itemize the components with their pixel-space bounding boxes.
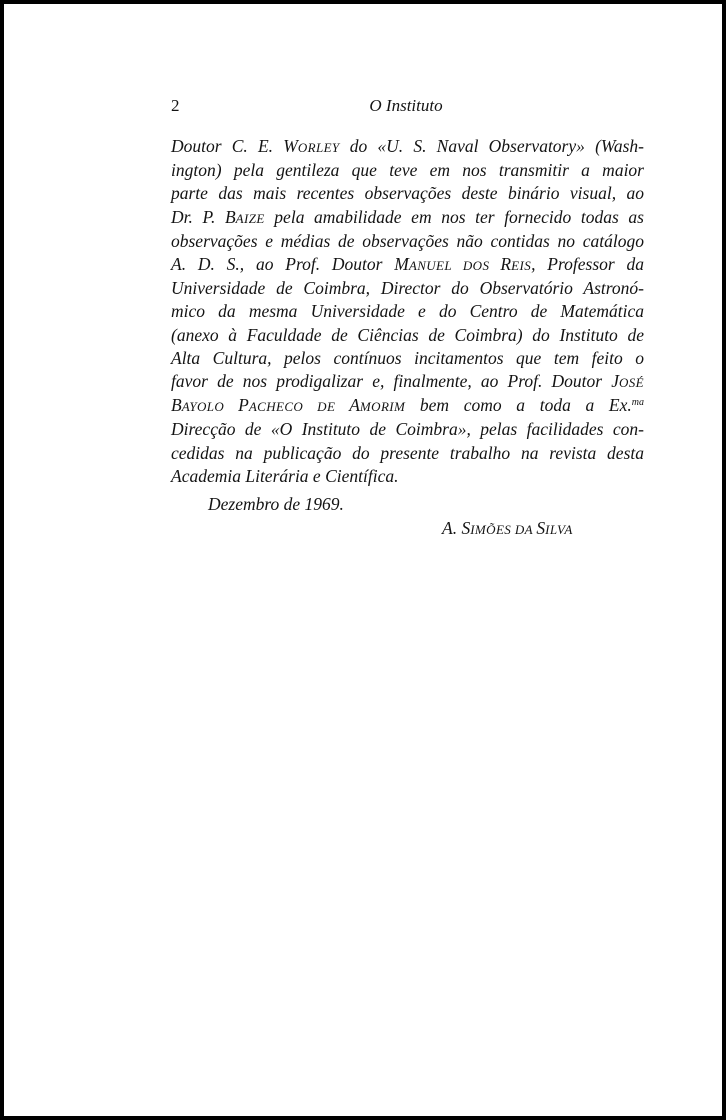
page-number: 2 [171, 96, 180, 115]
text-line: cedidas na publicação do presente trabalho na revista desta [171, 442, 644, 463]
text-line: Alta Cultura, pelos contínuos incitamentos que tem feito o [171, 347, 644, 368]
text-line: favor de nos prodigalizar e, finalmente, ao Prof. Doutor JOSÉ [171, 371, 644, 392]
text-line: Dr. P. BAIZE pela amabilidade em nos ter fornecido todas as [171, 206, 644, 227]
acknowledgement-paragraph [171, 135, 644, 488]
signature: A. SIMÕES DA SILVA [442, 518, 573, 538]
date-line: Dezembro de 1969. [208, 494, 344, 514]
running-title: O Instituto [369, 96, 443, 115]
text-line: ington) pela gentileza que teve em nos transmitir a maior [171, 160, 644, 181]
text-line: mico da mesma Universidade e do Centro de Matemática [171, 301, 644, 322]
text-line: Universidade de Coimbra, Director do Observatório Astronó- [171, 278, 644, 299]
text-line: BAYOLO PACHECO DE AMORIM bem como a toda a Ex.$^{ma}$ [171, 395, 644, 416]
text-line: parte das mais recentes observações deste binário visual, ao [171, 183, 644, 204]
text-line: observações e médias de observações não contidas no catálogo [171, 230, 644, 251]
text-line: A. D. S., ao Prof. Doutor MANUEL DOS REIS, Professor da [171, 254, 644, 275]
text-line: Academia Literária e Científica. [171, 465, 399, 486]
text-line: Doutor C. E. WORLEY do «U. S. Naval Observatory» (Wash- [171, 136, 645, 156]
text-line: (anexo à Faculdade de Ciências de Coimbra) do Instituto de [171, 324, 644, 345]
page-header [171, 96, 641, 120]
text-line: Direcção de «O Instituto de Coimbra», pelas facilidades con- [171, 419, 644, 440]
